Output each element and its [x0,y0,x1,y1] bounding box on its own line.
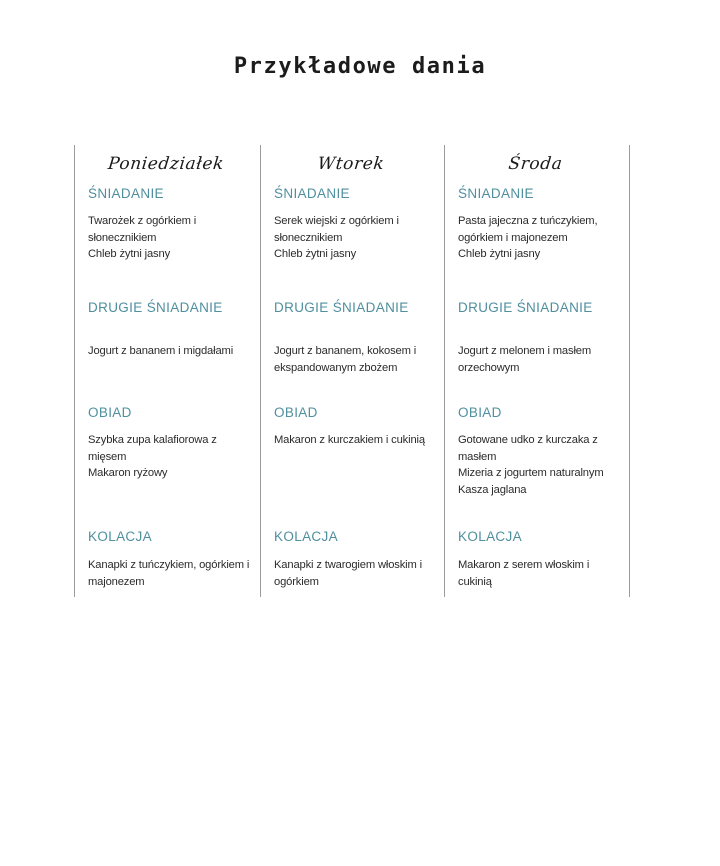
meal-item-list [274,343,436,376]
meal-item-list [274,557,436,590]
meal-item: Kanapki z twarogiem włoskim i [274,559,422,571]
meal-item: Szybka zupa kalafiorowa z mięsem [88,434,217,463]
meal-plan-table [74,145,630,597]
meal-item-list [458,432,621,498]
meal-block [458,405,621,498]
meal-item: Jogurt z melonem i masłem [458,345,592,357]
meal-item-list [274,432,436,449]
day-heading: Środa [507,154,564,174]
meal-item-list [274,213,436,263]
meal-item-list [88,343,252,360]
meal-block [88,300,252,360]
meal-item: ogórkiem [274,575,319,588]
meal-block [274,405,436,449]
meal-block [458,529,621,590]
meal-item: ogórkiem i majonezem [458,231,568,244]
meal-heading: ŚNIADANIE [88,186,164,201]
meal-block [274,300,436,376]
meal-item: słonecznikiem [88,231,157,244]
meal-block [88,529,252,590]
meal-heading: KOLACJA [274,529,338,544]
page-title: Przykładowe dania [233,54,487,79]
meal-heading: OBIAD [274,405,318,420]
meal-heading: ŚNIADANIE [458,186,534,201]
meal-item: Chleb żytni jasny [274,248,357,260]
meal-block [458,300,621,376]
meal-item: Chleb żytni jasny [88,248,171,260]
meal-item: Pasta jajeczna z tuńczykiem, [458,215,598,227]
meal-block [88,405,252,482]
meal-item: Makaron z kurczakiem i cukinią [274,434,425,446]
meal-item-list [458,557,621,590]
meal-heading: DRUGIE ŚNIADANIE [88,300,223,315]
meal-item: Kanapki z tuńczykiem, ogórkiem i [88,559,250,571]
meal-item: Serek wiejski z ogórkiem i [274,215,399,227]
meal-item: orzechowym [458,361,520,374]
meal-heading: KOLACJA [88,529,152,544]
meal-item: Gotowane udko z kurczaka z [458,434,598,446]
meal-item-list [88,213,252,263]
meal-block [458,186,621,263]
meal-heading: DRUGIE ŚNIADANIE [458,300,593,315]
meal-heading: OBIAD [458,405,502,420]
meal-item: Jogurt z bananem, kokosem i [274,345,417,357]
meal-item: Chleb żytni jasny [458,248,541,260]
meal-block [274,529,436,590]
day-column [444,145,629,597]
meal-item: Kasza jaglana [458,483,527,496]
meal-item: Jogurt z bananem i migdałami [88,345,234,357]
meal-block [88,186,252,263]
meal-heading: KOLACJA [458,529,522,544]
meal-item: ekspandowanym zbożem [274,361,398,374]
meal-item-list [88,557,252,590]
meal-heading: OBIAD [88,405,132,420]
day-column [74,145,260,597]
meal-item: Makaron ryżowy [88,467,168,479]
meal-item: majonezem [88,575,145,588]
meal-heading: DRUGIE ŚNIADANIE [274,300,409,315]
meal-item-list [458,343,621,376]
meal-item-list [458,213,621,263]
meal-item: Makaron z serem włoskim i cukinią [458,559,590,588]
day-heading: Wtorek [316,154,386,174]
day-heading: Poniedziałek [106,154,226,174]
meal-item: masłem [458,450,497,463]
meal-heading: ŚNIADANIE [274,186,350,201]
day-column [260,145,444,597]
meal-item: Twarożek z ogórkiem i [88,215,197,227]
meal-item-list [88,432,252,482]
meal-block [274,186,436,263]
meal-item: słonecznikiem [274,231,343,244]
meal-item: Mizeria z jogurtem naturalnym [458,467,604,479]
